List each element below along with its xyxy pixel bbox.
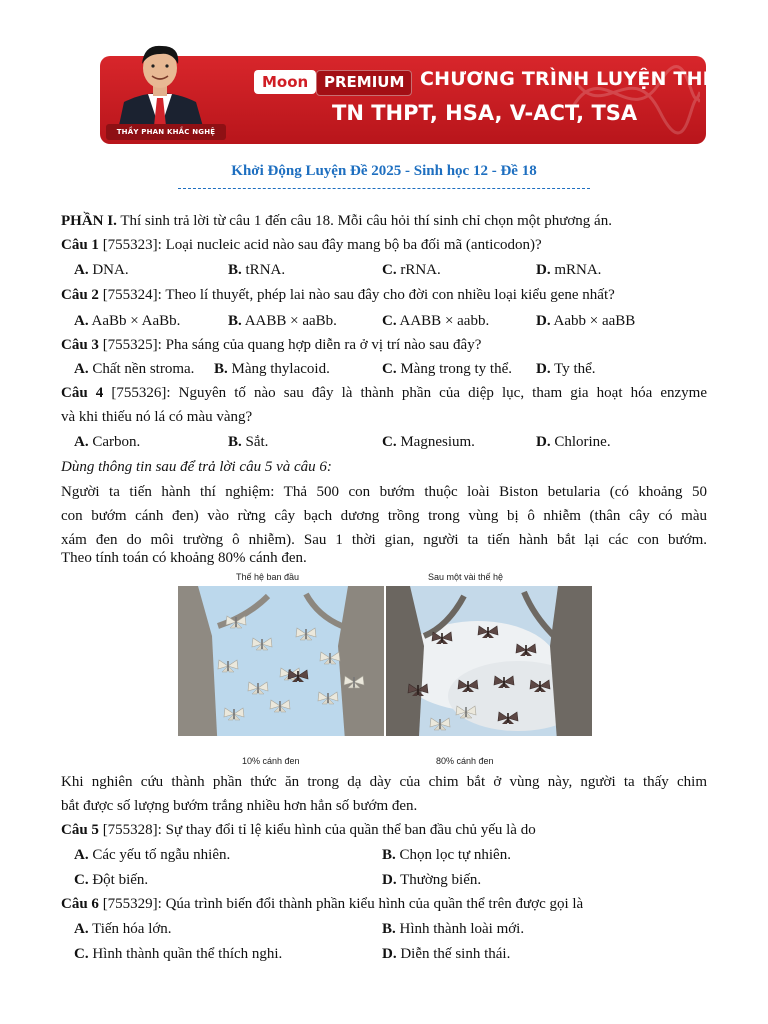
- option-text: Ty thể.: [550, 361, 596, 377]
- option-b[interactable]: [214, 360, 330, 378]
- moth-experiment-figure: [178, 572, 592, 768]
- document-title: Khởi Động Luyện Đề 2025 - Sinh học 12 - Đề 18: [231, 163, 537, 179]
- option-key: D.: [382, 946, 397, 962]
- option-key: B.: [228, 313, 242, 329]
- shared-info-intro: [61, 458, 332, 476]
- option-c[interactable]: [382, 433, 475, 451]
- option-key: A.: [74, 847, 89, 863]
- option-d[interactable]: [382, 945, 510, 963]
- option-text: Diễn thế sinh thái.: [396, 946, 511, 962]
- option-text: Màng thylacoid.: [227, 361, 330, 377]
- moon-logo: Moon: [254, 70, 316, 94]
- option-b[interactable]: [382, 920, 524, 938]
- option-c[interactable]: [382, 261, 441, 279]
- question-5: [61, 821, 536, 839]
- option-key: C.: [382, 262, 397, 278]
- question-6: [61, 895, 583, 913]
- option-text: Màng trong ty thể.: [396, 361, 512, 377]
- figure-left-title: Thế hệ ban đầu: [236, 572, 300, 582]
- option-b[interactable]: [228, 261, 285, 279]
- option-d[interactable]: [536, 360, 596, 378]
- option-key: D.: [536, 262, 551, 278]
- option-text: Tiến hóa lớn.: [88, 921, 172, 937]
- banner-title-line1: CHƯƠNG TRÌNH LUYỆN THI: [420, 68, 710, 90]
- option-text: Chlorine.: [550, 434, 611, 450]
- option-text: AaBb × AaBb.: [88, 313, 181, 329]
- option-key: B.: [382, 921, 396, 937]
- option-text: Chọn lọc tự nhiên.: [395, 847, 511, 863]
- option-a[interactable]: [74, 261, 129, 279]
- question-4: [61, 384, 707, 402]
- question-text: [755329]: Qúa trình biến đổi thành phần kiểu hình của quần thể trên được gọi là: [98, 896, 584, 912]
- option-key: B.: [214, 361, 228, 377]
- option-text: Magnesium.: [396, 434, 475, 450]
- option-text: Đột biến.: [88, 872, 149, 888]
- option-key: B.: [228, 262, 242, 278]
- option-text: Thường biến.: [396, 872, 482, 888]
- question-text: [755328]: Sự thay đổi tỉ lệ kiểu hình của quần thể ban đầu chủ yếu là do: [98, 822, 536, 838]
- option-key: B.: [382, 847, 396, 863]
- option-a[interactable]: [74, 433, 140, 451]
- part-label: PHẦN I.: [61, 213, 117, 229]
- banner-title-line2: TN THPT, HSA, V-ACT, TSA: [332, 101, 638, 125]
- option-c[interactable]: [382, 312, 489, 330]
- option-d[interactable]: [536, 261, 601, 279]
- option-text: Hình thành quần thể thích nghi.: [88, 946, 283, 962]
- moth-illustration: [178, 586, 592, 756]
- teacher-name-plate: THẦY PHAN KHẮC NGHỆ: [106, 124, 226, 140]
- info-line: Người ta tiến hành thí nghiệm: Thả 500 con bướm thuộc loài Biston betularia (có khoảng 50: [61, 484, 707, 500]
- option-key: D.: [382, 872, 397, 888]
- option-key: A.: [74, 921, 89, 937]
- question-text: [755324]: Theo lí thuyết, phép lai nào sau đây cho đời con nhiều loại kiểu gene nhất?: [98, 287, 615, 303]
- option-a[interactable]: [74, 920, 172, 938]
- option-key: C.: [382, 434, 397, 450]
- option-key: D.: [536, 361, 551, 377]
- question-2: [61, 286, 615, 304]
- option-text: DNA.: [88, 262, 129, 278]
- question-label: Câu 1: [61, 237, 99, 253]
- option-text: mRNA.: [550, 262, 602, 278]
- option-text: Carbon.: [88, 434, 141, 450]
- option-a[interactable]: [74, 360, 194, 378]
- question-label: Câu 3: [61, 337, 99, 353]
- option-d[interactable]: [536, 312, 635, 330]
- option-c[interactable]: [382, 360, 512, 378]
- question-label: Câu 6: [61, 896, 99, 912]
- option-key: C.: [382, 361, 397, 377]
- question-text: [755326]: Nguyên tố nào sau đây là thành phần của diệp lục, tham gia hoạt hóa enzyme: [103, 385, 707, 401]
- option-c[interactable]: [74, 871, 148, 889]
- question-label: Câu 5: [61, 822, 99, 838]
- info-line: Theo tính toán có khoảng 80% cánh đen.: [61, 550, 307, 566]
- option-text: AABB × aabb.: [396, 313, 490, 329]
- option-text: Aabb × aaBB: [550, 313, 636, 329]
- option-b[interactable]: [228, 312, 337, 330]
- option-text: Sắt.: [241, 434, 269, 450]
- part-instruction: [61, 212, 612, 230]
- teacher-portrait: [100, 40, 222, 148]
- option-key: D.: [536, 434, 551, 450]
- option-a[interactable]: [74, 312, 180, 330]
- option-key: A.: [74, 262, 89, 278]
- part-text: Thí sinh trả lời từ câu 1 đến câu 18. Mỗi câu hỏi thí sinh chỉ chọn một phương án.: [116, 213, 612, 229]
- intro-text: Dùng thông tin sau để trả lời câu 5 và câu 6:: [61, 459, 332, 475]
- option-b[interactable]: [382, 846, 511, 864]
- figure-left-caption: 10% cánh đen: [242, 756, 300, 766]
- figure-right-caption: 80% cánh đen: [436, 756, 494, 766]
- question-label: Câu 4: [61, 385, 104, 401]
- option-b[interactable]: [228, 433, 268, 451]
- option-text: tRNA.: [241, 262, 286, 278]
- option-key: A.: [74, 313, 89, 329]
- option-key: B.: [228, 434, 242, 450]
- title-divider: [178, 188, 590, 190]
- info-line: bắt được số lượng bướm trắng nhiều hơn hẳn số bướm đen.: [61, 798, 418, 814]
- question-text: [755325]: Pha sáng của quang hợp diễn ra ở vị trí nào sau đây?: [98, 337, 482, 353]
- question-3: [61, 336, 481, 354]
- question-4-continued: và khi thiếu nó lá có màu vàng?: [61, 409, 253, 425]
- option-key: D.: [536, 313, 551, 329]
- figure-right-title: Sau một vài thế hệ: [428, 572, 504, 582]
- option-a[interactable]: [74, 846, 230, 864]
- teacher-avatar: [100, 40, 222, 130]
- option-d[interactable]: [382, 871, 481, 889]
- question-text: [755323]: Loại nucleic acid nào sau đây mang bộ ba đối mã (anticodon)?: [98, 237, 542, 253]
- question-label: Câu 2: [61, 287, 99, 303]
- info-line: xám đen do môi trường ô nhiễm). Sau 1 thời gian, người ta tiến hành bắt lại các con bướm.: [61, 532, 707, 548]
- option-key: C.: [74, 946, 89, 962]
- option-c[interactable]: [74, 945, 282, 963]
- info-line: Khi nghiên cứu thành phần thức ăn trong dạ dày của chim bắt ở vùng này, người ta thấy chim: [61, 774, 707, 790]
- option-text: Chất nền stroma.: [88, 361, 195, 377]
- option-key: C.: [382, 313, 397, 329]
- premium-badge: PREMIUM: [316, 70, 412, 96]
- option-key: C.: [74, 872, 89, 888]
- question-1: [61, 236, 542, 254]
- option-text: Hình thành loài mới.: [395, 921, 525, 937]
- option-key: A.: [74, 434, 89, 450]
- option-text: AABB × aaBb.: [241, 313, 337, 329]
- option-text: rRNA.: [396, 262, 441, 278]
- option-key: A.: [74, 361, 89, 377]
- option-text: Các yếu tố ngẫu nhiên.: [88, 847, 231, 863]
- option-d[interactable]: [536, 433, 611, 451]
- info-line: con bướm cánh đen) vào rừng cây bạch dương trồng trong vùng bị ô nhiễm (thân cây có màu: [61, 508, 707, 524]
